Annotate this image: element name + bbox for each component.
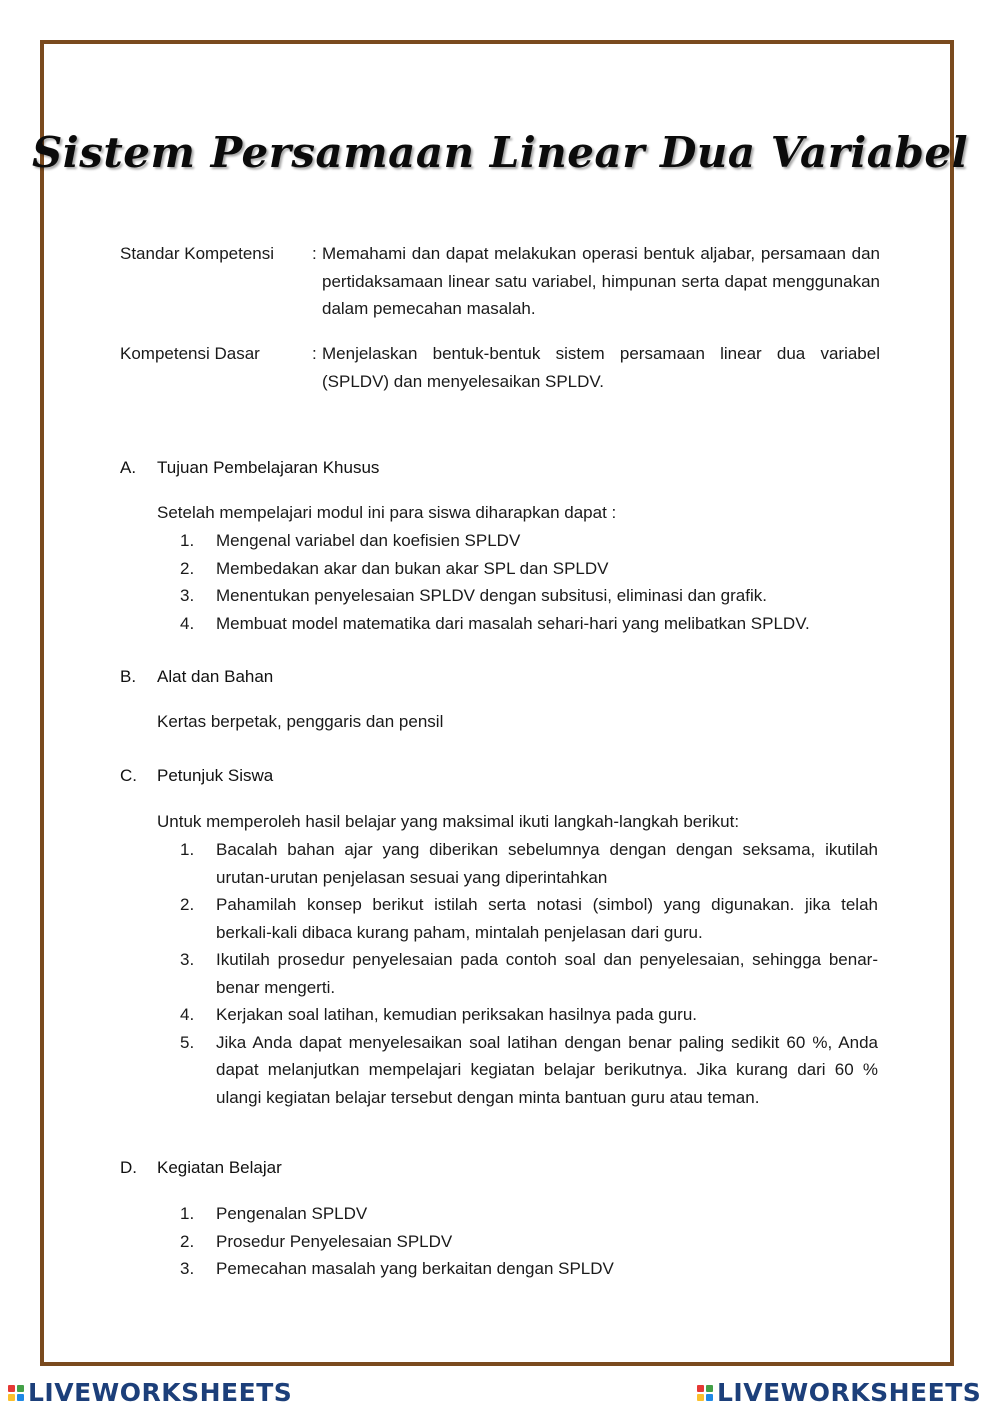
- list-text: Prosedur Penyelesaian SPLDV: [216, 1231, 453, 1251]
- standar-kompetensi-colon: :: [312, 244, 317, 263]
- standar-kompetensi-label: Standar Kompetensi: [120, 244, 275, 263]
- standar-kompetensi: [120, 240, 880, 323]
- kompetensi-dasar-value: Menjelaskan bentuk-bentuk sistem persamaan linear dua variabel (SPLDV) dan menyelesaikan SPLDV.: [322, 344, 880, 391]
- section-b-text: Kertas berpetak, penggaris dan pensil: [157, 712, 444, 731]
- section-b-title: Alat dan Bahan: [157, 667, 274, 686]
- list-item: [180, 836, 878, 891]
- footer-logo-right: [697, 1378, 981, 1407]
- section-a-intro: Setelah mempelajari modul ini para siswa diharapkan dapat :: [157, 503, 617, 522]
- list-text: Membedakan akar dan bukan akar SPL dan SPLDV: [216, 558, 609, 578]
- footer-brand-left: LIVEWORKSHEETS: [28, 1378, 293, 1407]
- section-d-title: Kegiatan Belajar: [157, 1158, 282, 1177]
- section-d-heading: [120, 1158, 282, 1178]
- kompetensi-dasar-label: Kompetensi Dasar: [120, 344, 260, 363]
- list-number: 5.: [180, 1032, 195, 1052]
- page-title: Sistem Persamaan Linear Dua Variabel: [31, 128, 969, 177]
- list-number: 1.: [180, 1204, 195, 1223]
- list-text: Menentukan penyelesaian SPLDV dengan subsitusi, eliminasi dan grafik.: [216, 586, 767, 605]
- section-a-title: Tujuan Pembelajaran Khusus: [157, 458, 380, 477]
- section-d-letter: D.: [120, 1158, 137, 1177]
- list-number: 4.: [180, 613, 195, 633]
- list-text: Pengenalan SPLDV: [216, 1204, 368, 1223]
- list-item: [180, 946, 878, 1001]
- list-number: 1.: [180, 531, 195, 550]
- kompetensi-dasar: [120, 340, 880, 395]
- list-item: [180, 555, 878, 583]
- list-text: Kerjakan soal latihan, kemudian periksakan hasilnya pada guru.: [216, 1005, 698, 1024]
- list-item: [180, 582, 878, 610]
- list-item: [180, 1029, 878, 1112]
- list-number: 1.: [180, 840, 195, 859]
- list-item: [180, 1200, 878, 1228]
- list-item: [180, 527, 878, 555]
- footer-logo-left: [8, 1378, 292, 1407]
- list-text: Bacalah bahan ajar yang diberikan sebelumnya dengan dengan seksama, ikutilah urutan-urutan penjelasan sesuai yang diperintahkan: [216, 840, 878, 887]
- section-c-intro: Untuk memperoleh hasil belajar yang maksimal ikuti langkah-langkah berikut:: [157, 812, 740, 831]
- section-c-heading: [120, 766, 273, 786]
- section-b-heading: [120, 667, 273, 687]
- section-d-list: [180, 1200, 878, 1283]
- section-c-title: Petunjuk Siswa: [157, 766, 274, 785]
- list-number: 2.: [180, 558, 195, 578]
- section-c-letter: C.: [120, 766, 137, 785]
- liveworksheets-logo-icon: [8, 1385, 24, 1401]
- liveworksheets-logo-icon: [697, 1385, 713, 1401]
- list-number: 4.: [180, 1005, 195, 1024]
- section-a-list: [180, 527, 878, 637]
- list-text: Ikutilah prosedur penyelesaian pada contoh soal dan penyelesaian, sehingga benar-benar mengerti.: [216, 950, 878, 997]
- kompetensi-dasar-colon: :: [312, 344, 317, 363]
- list-number: 3.: [180, 1259, 195, 1278]
- list-text: Pahamilah konsep berikut istilah serta notasi (simbol) yang digunakan. jika telah berkali-kali dibaca kurang paham, mintalah penjelasan dari guru.: [216, 895, 878, 942]
- list-item: [180, 610, 878, 638]
- list-text: Jika Anda dapat menyelesaikan soal latihan dengan benar paling sedikit 60 %, Anda dapat melanjutkan mempelajari kegiatan belajar berikutnya. Jika kurang dari 60 % ulangi kegiatan belajar tersebut dengan minta bantuan guru atau teman.: [216, 1032, 878, 1107]
- section-a-heading: [120, 458, 379, 478]
- list-item: [180, 1255, 878, 1283]
- list-text: Mengenal variabel dan koefisien SPLDV: [216, 531, 521, 550]
- list-item: [180, 891, 878, 946]
- footer-brand-right: LIVEWORKSHEETS: [717, 1378, 982, 1407]
- section-c-list: [180, 836, 878, 1111]
- list-number: 2.: [180, 1231, 195, 1251]
- list-number: 3.: [180, 950, 195, 969]
- section-b-letter: B.: [120, 667, 137, 686]
- list-item: [180, 1001, 878, 1029]
- list-item: [180, 1228, 878, 1256]
- list-text: Pemecahan masalah yang berkaitan dengan SPLDV: [216, 1259, 614, 1278]
- section-a-letter: A.: [120, 458, 137, 477]
- list-text: Membuat model matematika dari masalah sehari-hari yang melibatkan SPLDV.: [216, 613, 810, 633]
- list-number: 3.: [180, 586, 195, 605]
- list-number: 2.: [180, 895, 195, 914]
- standar-kompetensi-value: Memahami dan dapat melakukan operasi bentuk aljabar, persamaan dan pertidaksamaan linear satu variabel, himpunan serta dapat menggunakan dalam pemecahan masalah.: [322, 244, 880, 318]
